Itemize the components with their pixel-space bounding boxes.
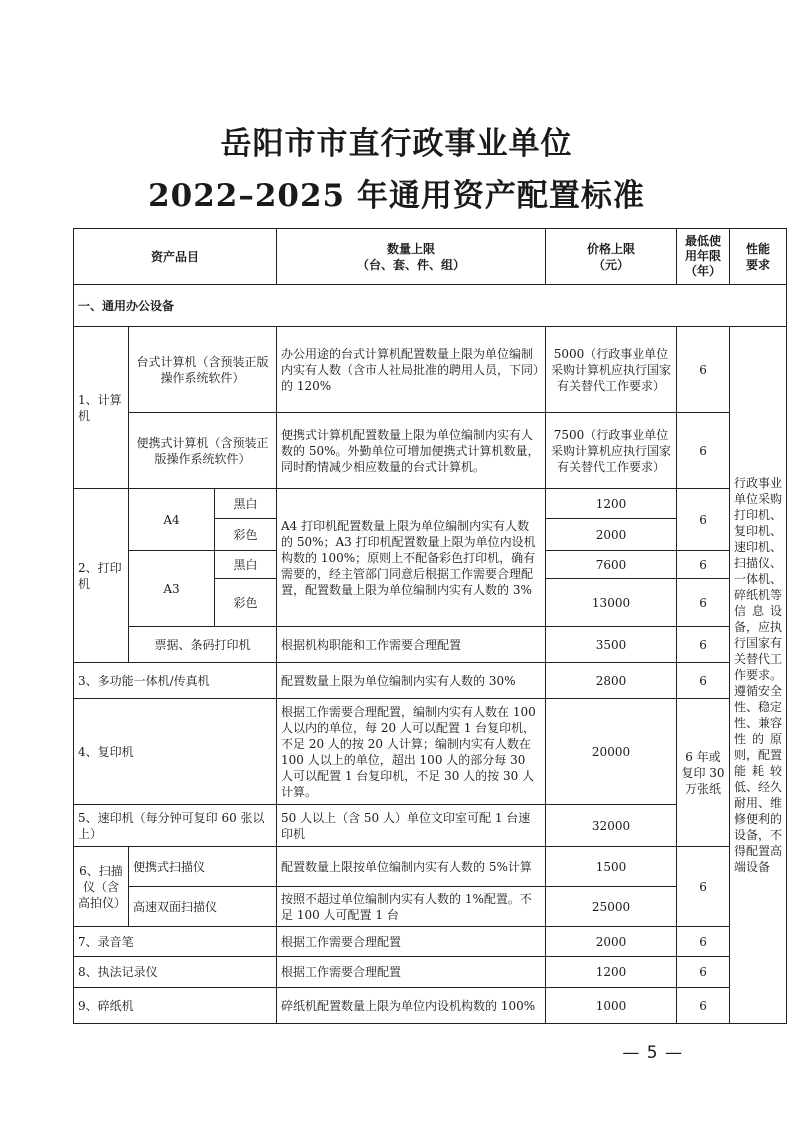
table-row (74, 699, 787, 805)
item-a4-color: 彩色 (215, 519, 277, 551)
category-computer: 1、计算机 (74, 327, 129, 489)
page-number: — 5 — (622, 1043, 683, 1063)
life-a3-bw: 6 (677, 551, 730, 579)
life-recorder: 6 (677, 927, 730, 957)
life-laptop: 6 (677, 413, 730, 489)
qty-duplicator: 50 人以上（含 50 人）单位文印室可配 1 台速印机 (277, 805, 546, 847)
price-shredder: 1000 (546, 988, 677, 1024)
qty-printer: A4 打印机配置数量上限为单位编制内实有人数的 50%；A3 打印机配置数量上限为单位内设机构数的 100%；原则上不配备彩色打印机，确有需要的，经主管部门同意后根据工作需要合理配置，配置数量上限为单位编制内实有人数的 3% (277, 489, 546, 627)
item-a3: A3 (129, 551, 215, 627)
table-row (74, 663, 787, 699)
table-row (74, 988, 787, 1024)
item-a4-bw: 黑白 (215, 489, 277, 519)
table-row (74, 413, 787, 489)
category-printer: 2、打印机 (74, 489, 129, 663)
life-ticket-printer: 6 (677, 627, 730, 663)
table-row (74, 927, 787, 957)
life-shredder: 6 (677, 988, 730, 1024)
qty-laptop: 便携式计算机配置数量上限为单位编制内实有人数的 50%。外勤单位可增加便携式计算机数量，同时酌情减少相应数量的台式计算机。 (277, 413, 546, 489)
item-ticket-printer: 票据、条码打印机 (129, 627, 277, 663)
table-row (74, 489, 787, 519)
item-mfp: 3、多功能一体机/传真机 (74, 663, 277, 699)
item-a3-bw: 黑白 (215, 551, 277, 579)
table-row (74, 627, 787, 663)
life-a4: 6 (677, 489, 730, 551)
price-ticket-printer: 3500 (546, 627, 677, 663)
header-life: 最低使 用年限 （年） (677, 229, 730, 285)
price-a3-bw: 7600 (546, 551, 677, 579)
item-bodycam: 8、执法记录仪 (74, 957, 277, 988)
item-fast-scanner: 高速双面扫描仪 (129, 887, 277, 927)
life-scanner: 6 (677, 847, 730, 927)
price-a4-color: 2000 (546, 519, 677, 551)
table-row (74, 327, 787, 413)
price-bodycam: 1200 (546, 957, 677, 988)
item-copier: 4、复印机 (74, 699, 277, 805)
qty-bodycam: 根据工作需要合理配置 (277, 957, 546, 988)
price-portable-scanner: 1500 (546, 847, 677, 887)
item-a4: A4 (129, 489, 215, 551)
price-desktop: 5000（行政事业单位采购计算机应执行国家有关替代工作要求） (546, 327, 677, 413)
section-row (74, 285, 787, 327)
qty-recorder: 根据工作需要合理配置 (277, 927, 546, 957)
life-copier: 6 年或复印 30 万张纸 (677, 699, 730, 847)
life-bodycam: 6 (677, 957, 730, 988)
item-desktop: 台式计算机（含预装正版操作系统软件） (129, 327, 277, 413)
header-row (74, 229, 787, 285)
price-duplicator: 32000 (546, 805, 677, 847)
header-item: 资产品目 (74, 229, 277, 285)
item-recorder: 7、录音笔 (74, 927, 277, 957)
price-fast-scanner: 25000 (546, 887, 677, 927)
section-title: 一、通用办公设备 (74, 285, 787, 327)
price-a4-bw: 1200 (546, 489, 677, 519)
life-desktop: 6 (677, 327, 730, 413)
document-title-line2: 2022–2025 年通用资产配置标准 (148, 178, 645, 214)
header-quantity: 数量上限 （台、套、件、组） (277, 229, 546, 285)
performance-requirements: 行政事业单位采购打印机、复印机、速印机、扫描仪、一体机、碎纸机等信息设备，应执行国家有关替代工作要求。遵循安全性、稳定性、兼容性的原则，配置能耗较低、经久耐用、维修便利的设备，不得配置高端设备 (730, 327, 787, 1024)
price-a3-color: 13000 (546, 579, 677, 627)
qty-copier: 根据工作需要合理配置，编制内实有人数在 100 人以内的单位，每 20 人可以配置 1 台复印机，不足 20 人的按 20 人计算；编制内实有人数在 100 人以上的单位，超出 100 人的部分每 30 人可以配置 1 台复印机，不足 30 人的按 30 人计算。 (277, 699, 546, 805)
price-copier: 20000 (546, 699, 677, 805)
item-a3-color: 彩色 (215, 579, 277, 627)
qty-mfp: 配置数量上限为单位编制内实有人数的 30% (277, 663, 546, 699)
header-price: 价格上限 （元） (546, 229, 677, 285)
price-laptop: 7500（行政事业单位采购计算机应执行国家有关替代工作要求） (546, 413, 677, 489)
qty-ticket-printer: 根据机构职能和工作需要合理配置 (277, 627, 546, 663)
item-portable-scanner: 便携式扫描仪 (129, 847, 277, 887)
table-row (74, 847, 787, 887)
table-row (74, 957, 787, 988)
asset-standard-table (73, 228, 787, 1024)
item-duplicator: 5、速印机（每分钟可复印 60 张以上） (74, 805, 277, 847)
qty-portable-scanner: 配置数量上限按单位编制内实有人数的 5%计算 (277, 847, 546, 887)
qty-desktop: 办公用途的台式计算机配置数量上限为单位编制内实有人数（含市人社局批准的聘用人员，下同）的 120% (277, 327, 546, 413)
category-scanner: 6、扫描仪（含高拍仪） (74, 847, 129, 927)
qty-shredder: 碎纸机配置数量上限为单位内设机构数的 100% (277, 988, 546, 1024)
header-performance: 性能 要求 (730, 229, 787, 285)
qty-fast-scanner: 按照不超过单位编制内实有人数的 1%配置。不足 100 人可配置 1 台 (277, 887, 546, 927)
life-a3-color: 6 (677, 579, 730, 627)
item-shredder: 9、碎纸机 (74, 988, 277, 1024)
item-laptop: 便携式计算机（含预装正版操作系统软件） (129, 413, 277, 489)
document-title-line1: 岳阳市市直行政事业单位 (220, 126, 573, 162)
price-mfp: 2800 (546, 663, 677, 699)
price-recorder: 2000 (546, 927, 677, 957)
life-mfp: 6 (677, 663, 730, 699)
